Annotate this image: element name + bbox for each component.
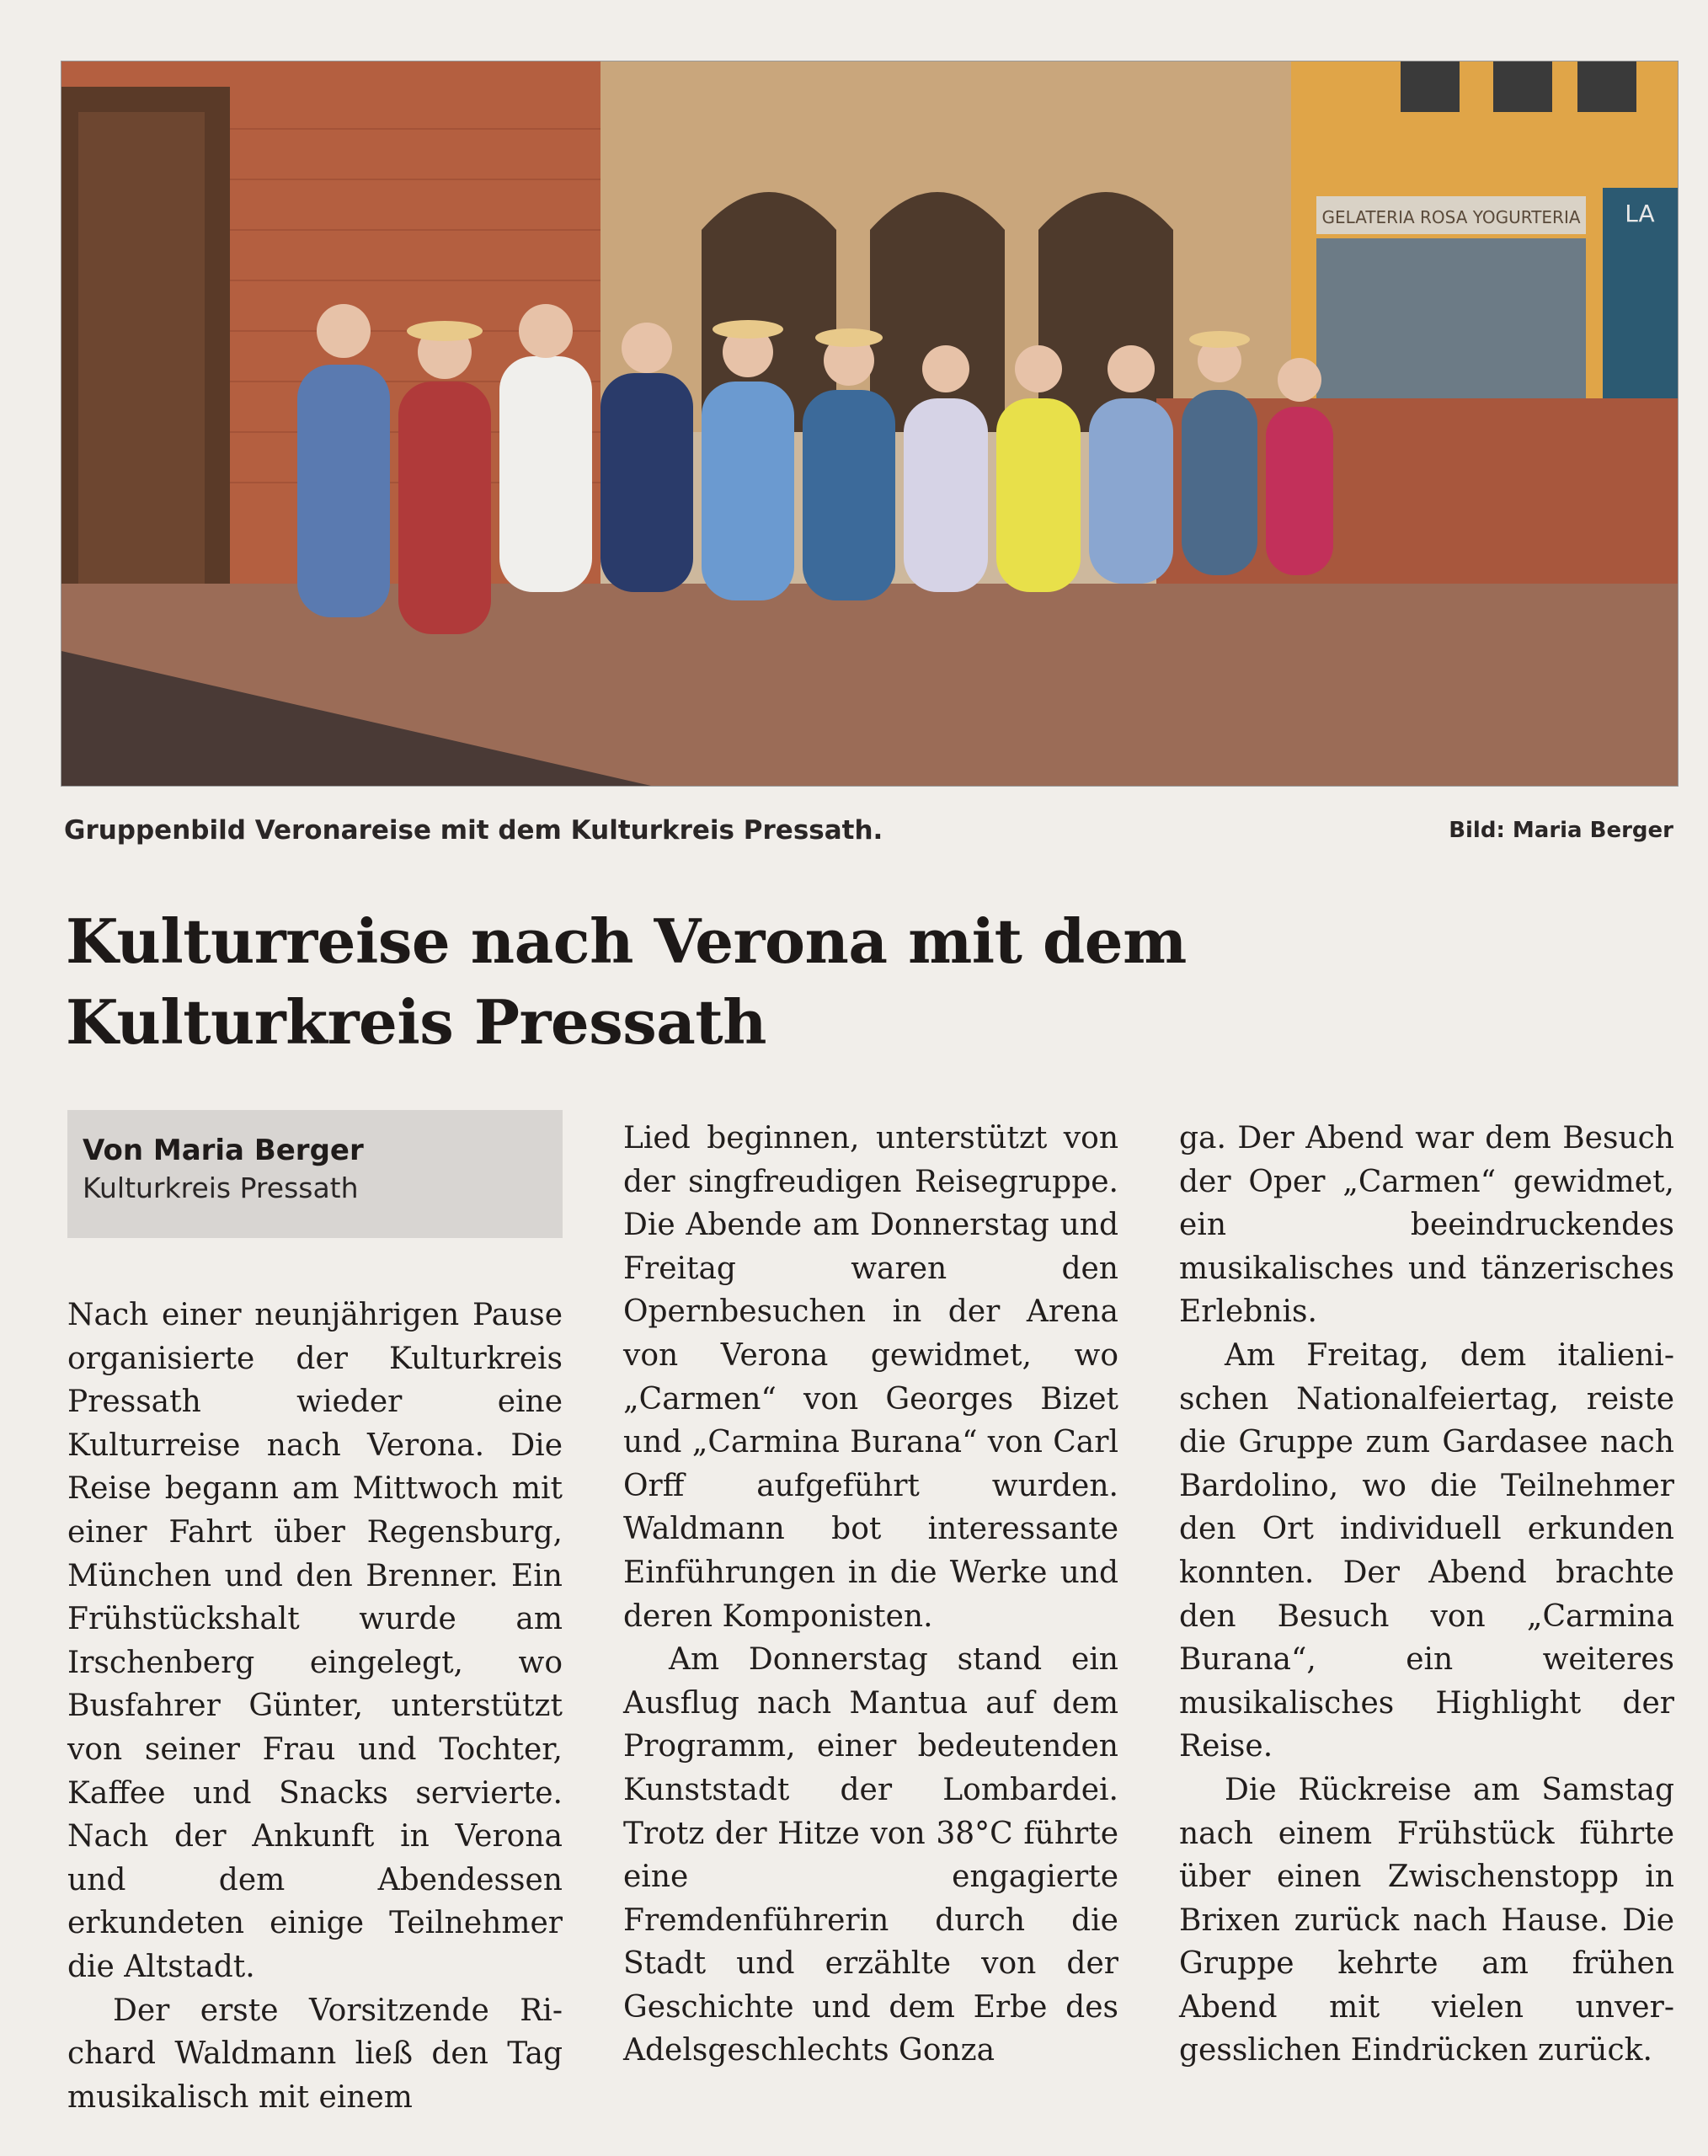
paragraph: Lied beginnen, unterstützt von der singfreudigen Reisegruppe. Die Abende am Donnerstag und Freitag waren den Opernbesuchen in der Arena von Verona gewidmet, wo „Carmen“ von Georges Bizet und „Carmina Burana“ von Carl Orff aufgeführt wurden. Waldmann bot interessante Einführungen in die Werke und deren Komponisten. [623, 1121, 1118, 1634]
headline-line-2: Kulturkreis Pressath [66, 986, 767, 1058]
article-photo [61, 61, 1679, 787]
article-column-1 [67, 1294, 563, 2119]
shop-sign: GELATERIA ROSA YOGURTERIA [1321, 207, 1581, 227]
paragraph: Die Rückreise am Samstag nach einem Frühstück führte über einen Zwischenstopp in Brixen zurück nach Hause. Die Gruppe kehrte am frühen Abend mit vielen unvergesslichen Eindrücken zurück. [1179, 1772, 1674, 2068]
paragraph: Nach einer neunjährigen Pause organisierte der Kulturkreis Pressath wieder eine Kulturreise nach Verona. Die Reise begann am Mittwoch mit einer Fahrt über Regensburg, München und den Brenner. Ein Frühstückshalt wurde am Irschenberg eingelegt, wo Busfahrer Günter, unterstützt von seiner Frau und Tochter, Kaffee und Snacks servierte. Nach der Ankunft in Verona und dem Abendessen erkundeten einige Teilnehmer die Altstadt. [67, 1298, 563, 1984]
paragraph: Der erste Vorsitzende Richard Waldmann ließ den Tag musikalisch mit einem [67, 1993, 563, 2115]
author-name: Von Maria Berger [83, 1134, 364, 1167]
paragraph: ga. Der Abend war dem Besuch der Oper „Carmen“ gewidmet, ein beeindruckendes musikalisches und tänzerisches Erlebnis. [1179, 1121, 1674, 1330]
article-column-2 [623, 1117, 1118, 2073]
side-sign: LA [1625, 200, 1655, 227]
author-organisation: Kulturkreis Pressath [83, 1171, 359, 1204]
article-headline [66, 901, 1329, 1063]
headline-line-1: Kulturreise nach Verona mit dem [66, 905, 1187, 977]
author-box [67, 1110, 563, 1238]
paragraph: Am Donnerstag stand ein Ausflug nach Mantua auf dem Programm, einer bedeutenden Kunststadt der Lombardei. Trotz der Hitze von 38°C führte eine engagierte Fremdenführerin durch die Stadt und erzählte von der Geschichte und dem Erbe des Adelsgeschlechts Gonza [623, 1642, 1118, 2068]
paragraph: Am Freitag, dem italienischen Nationalfeiertag, reiste die Gruppe zum Gardasee nach Bardolino, wo die Teilnehmer den Ort individuell erkunden konnten. Der Abend brachte den Besuch von „Carmina Burana“, ein weiteres musikalisches Highlight der Reise. [1179, 1337, 1674, 1764]
photo-caption: Gruppenbild Veronareise mit dem Kulturkreis Pressath. [64, 815, 883, 846]
photo-caption-row [61, 815, 1677, 849]
photo-credit: Bild: Maria Berger [1449, 818, 1673, 843]
article-column-3 [1179, 1117, 1674, 2073]
group-photo-icon [61, 61, 1678, 786]
